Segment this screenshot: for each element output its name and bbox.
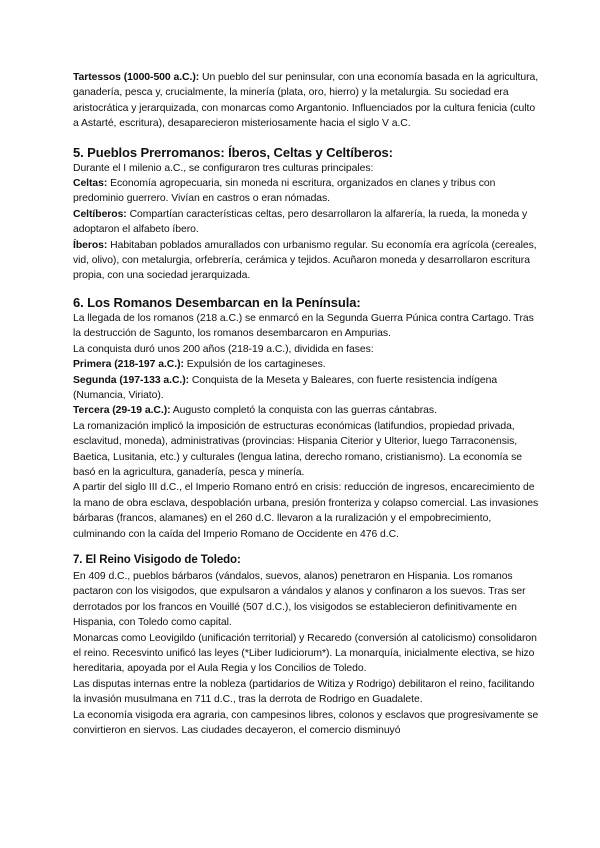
tartessos-label: Tartessos (1000-500 a.C.): bbox=[73, 72, 200, 83]
celtas-text: Economía agropecuaria, sin moneda ni escritura, organizados en clanes y tribus con predominio guerrero. Vivían en castros o eran nómadas. bbox=[73, 178, 496, 205]
fase-3-label: Tercera (29-19 a.C.): bbox=[73, 405, 171, 417]
fase-1-paragraph bbox=[73, 357, 540, 372]
fase-2-label: Segunda (197-133 a.C.): bbox=[73, 374, 190, 386]
section-6-paragraph-3: La romanización implicó la imposición de estructuras económicas (latifundios, propiedad privada, esclavitud, moneda), administrativas (provincias: Hispania Citerior y Ulterior, luego Tarraconensis, Baetica, Lusitania, etc.) y culturales (lengua latina, derecho romano, cristianismo). La economía se basó en la agricultura, ganadería, pesca y minería. bbox=[73, 420, 522, 478]
fase-2-text: Conquista de la Meseta y Baleares, con fuerte resistencia indígena (Numancia, Viriato). bbox=[73, 374, 498, 401]
tartessos-text: Un pueblo del sur peninsular, con una economía basada en la agricultura, ganadería, pesca y, crucialmente, la minería (plata, oro, hierro) y la metalurgia. Su sociedad era aristocrática y jerarquizada, con monarcas como Argantonio. Influenciados por la cultura fenicia (culto a Astarté, escritura), desaparecieron misteriosamente hacia el siglo V a.C. bbox=[73, 72, 539, 130]
celtiberos-paragraph bbox=[73, 207, 540, 238]
section-7-paragraph-2: Monarcas como Leovigildo (unificación territorial) y Recaredo (conversión al catolicismo) consolidaron el reino. Recesvinto unificó las leyes (*Liber Iudiciorum*). La monarquía, inicialmente electiva, se hizo hereditaria, apoyada por el Aula Regia y los Concilios de Toledo. bbox=[73, 632, 537, 675]
section-7-paragraph-4: La economía visigoda era agraria, con campesinos libres, colonos y esclavos que progresivamente se convirtieron en siervos. Las ciudades decayeron, el comercio disminuyó bbox=[73, 709, 539, 737]
celtas-paragraph bbox=[73, 176, 540, 207]
iberos-text: Habitaban poblados amurallados con urbanismo regular. Su economía era agrícola (cereales, vid, olivo), con metalurgia, orfebrería, cerámica y tejidos. Acuñaron moneda y desarrollaron escritura propia, con una sociedad jerarquizada. bbox=[73, 239, 537, 282]
tartessos-paragraph bbox=[73, 70, 540, 132]
section-7-paragraph-3: Las disputas internas entre la nobleza (partidarios de Witiza y Rodrigo) debilitaron el reino, facilitando la invasión musulmana en 711 d.C., tras la derrota de Rodrigo en Guadalete. bbox=[73, 678, 535, 706]
fase-3-text: Augusto completó la conquista con las guerras cántabras. bbox=[170, 405, 437, 417]
iberos-label: Íberos: bbox=[73, 239, 108, 251]
fase-2-paragraph bbox=[73, 373, 540, 404]
celtiberos-label: Celtíberos: bbox=[73, 208, 127, 220]
section-6-paragraph-4: A partir del siglo III d.C., el Imperio Romano entró en crisis: reducción de ingresos, encarecimiento de la mano de obra esclava, despoblación urbana, presión fronteriza y colapso comercial. Las invasiones bárbaras (francos, alamanes) en el 260 d.C. llevaron a la ruralización y el empobrecimiento, culminando con la caída del Imperio Romano de Occidente en 476 d.C. bbox=[73, 482, 539, 540]
celtiberos-text: Compartían características celtas, pero desarrollaron la alfarería, la rueda, la moneda y adoptaron el alfabeto íbero. bbox=[73, 208, 528, 236]
fase-3-paragraph bbox=[73, 403, 540, 418]
section-7-heading: 7. El Reino Visigodo de Toledo: bbox=[73, 553, 241, 566]
fase-1-label: Primera (218-197 a.C.): bbox=[73, 359, 184, 371]
section-5-heading: 5. Pueblos Prerromanos: Íberos, Celtas y Celtíberos: bbox=[73, 144, 393, 160]
fase-1-text: Expulsión de los cartagineses. bbox=[183, 359, 326, 371]
section-6-paragraph-2: La conquista duró unos 200 años (218-19 a.C.), dividida en fases: bbox=[73, 343, 374, 355]
section-6-paragraph-1: La llegada de los romanos (218 a.C.) se enmarcó en la Segunda Guerra Púnica contra Cartago. Tras la destrucción de Sagunto, los romanos desembarcaron en Ampurias. bbox=[73, 312, 534, 340]
celtas-label: Celtas: bbox=[73, 178, 108, 190]
section-5-intro: Durante el I milenio a.C., se configuraron tres culturas principales: bbox=[73, 162, 374, 174]
section-7-paragraph-1: En 409 d.C., pueblos bárbaros (vándalos, suevos, alanos) penetraron en Hispania. Los romanos pactaron con los visigodos, que expulsaron a vándalos y alanos y confinaron a los suevos. Tras ser derrotados por los francos en Vouillé (507 d.C.), los visigodos se establecieron definitivamente en Hispania, con Toledo como capital. bbox=[73, 570, 526, 629]
section-6-heading: 6. Los Romanos Desembarcan en la Península: bbox=[73, 294, 361, 310]
iberos-paragraph bbox=[73, 238, 540, 284]
